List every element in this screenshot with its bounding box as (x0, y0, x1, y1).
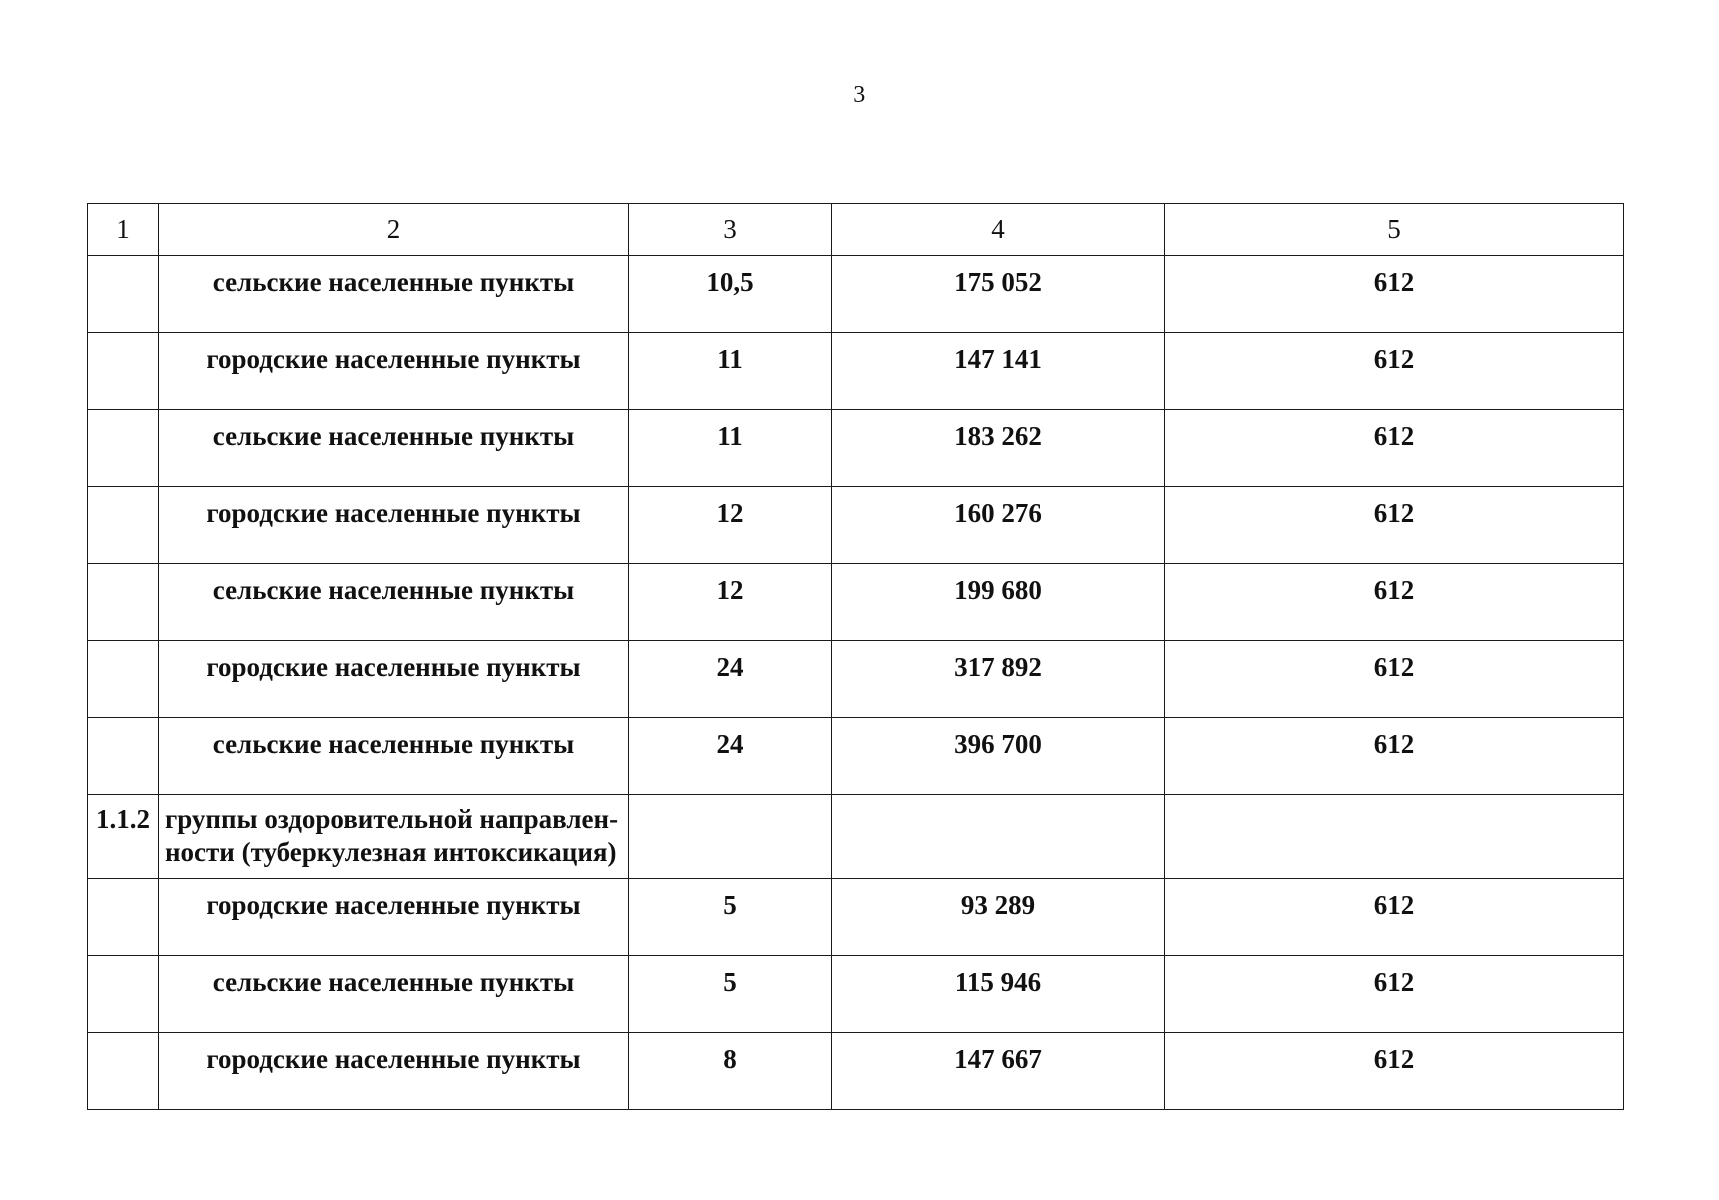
page-number: 3 (853, 82, 866, 108)
cell-col3: 5 (629, 879, 832, 956)
column-header-5: 5 (1165, 204, 1624, 256)
cell-col5: 612 (1165, 956, 1624, 1033)
cell-name: городские населенные пункты (159, 879, 629, 956)
cell-col3: 11 (629, 410, 832, 487)
cell-col3: 11 (629, 333, 832, 410)
cell-col3: 5 (629, 956, 832, 1033)
column-header-2: 2 (159, 204, 629, 256)
cell-col4: 93 289 (832, 879, 1165, 956)
table-row (88, 333, 1624, 410)
cell-col3: 12 (629, 564, 832, 641)
cell-name: городские населенные пункты (159, 333, 629, 410)
table-group-row (88, 795, 1624, 879)
table-row (88, 564, 1624, 641)
cell-col3: 24 (629, 718, 832, 795)
cell-col4: 115 946 (832, 956, 1165, 1033)
column-header-4: 4 (832, 204, 1165, 256)
cell-name: сельские населенные пункты (159, 410, 629, 487)
column-header-1: 1 (88, 204, 159, 256)
cell-code (88, 410, 159, 487)
cell-col3: 8 (629, 1033, 832, 1110)
cell-col5: 612 (1165, 564, 1624, 641)
cell-col4: 199 680 (832, 564, 1165, 641)
cell-code (88, 641, 159, 718)
cell-name: городские населенные пункты (159, 1033, 629, 1110)
table-row (88, 410, 1624, 487)
cell-col4 (832, 795, 1165, 879)
cell-col5: 612 (1165, 487, 1624, 564)
cell-col5: 612 (1165, 256, 1624, 333)
cell-col3: 10,5 (629, 256, 832, 333)
cell-col4: 175 052 (832, 256, 1165, 333)
cell-col4: 147 141 (832, 333, 1165, 410)
cell-col5: 612 (1165, 641, 1624, 718)
cell-col4: 160 276 (832, 487, 1165, 564)
cell-name: городские населенные пункты (159, 641, 629, 718)
column-header-3: 3 (629, 204, 832, 256)
cell-code (88, 256, 159, 333)
cell-name-line-2: ности (туберкулезная интоксикация) (165, 836, 617, 867)
table-header-row (88, 204, 1624, 256)
cell-name: сельские населенные пункты (159, 718, 629, 795)
cell-col4: 147 667 (832, 1033, 1165, 1110)
cell-code (88, 564, 159, 641)
cell-col4: 183 262 (832, 410, 1165, 487)
cell-col5: 612 (1165, 879, 1624, 956)
table-row (88, 718, 1624, 795)
cell-col5: 612 (1165, 1033, 1624, 1110)
cell-col3: 24 (629, 641, 832, 718)
cell-col5: 612 (1165, 718, 1624, 795)
cell-code (88, 956, 159, 1033)
cell-col3: 12 (629, 487, 832, 564)
cell-col5: 612 (1165, 333, 1624, 410)
cell-name: городские населенные пункты (159, 487, 629, 564)
cell-name-line-1: группы оздоровительной направлен- (165, 804, 619, 834)
cell-col4: 317 892 (832, 641, 1165, 718)
table-row (88, 641, 1624, 718)
cell-name: сельские населенные пункты (159, 256, 629, 333)
table-row (88, 256, 1624, 333)
cell-col5 (1165, 795, 1624, 879)
tariff-table (87, 203, 1624, 1110)
cell-code (88, 879, 159, 956)
cell-col5: 612 (1165, 410, 1624, 487)
cell-code (88, 1033, 159, 1110)
cell-code (88, 333, 159, 410)
table-row (88, 879, 1624, 956)
cell-col4: 396 700 (832, 718, 1165, 795)
cell-code (88, 718, 159, 795)
cell-name: сельские населенные пункты (159, 564, 629, 641)
table-row (88, 487, 1624, 564)
table-row (88, 956, 1624, 1033)
cell-code (88, 487, 159, 564)
cell-col3 (629, 795, 832, 879)
cell-code: 1.1.2 (88, 795, 159, 879)
cell-name: сельские населенные пункты (159, 956, 629, 1033)
table-row (88, 1033, 1624, 1110)
cell-name (159, 795, 629, 879)
